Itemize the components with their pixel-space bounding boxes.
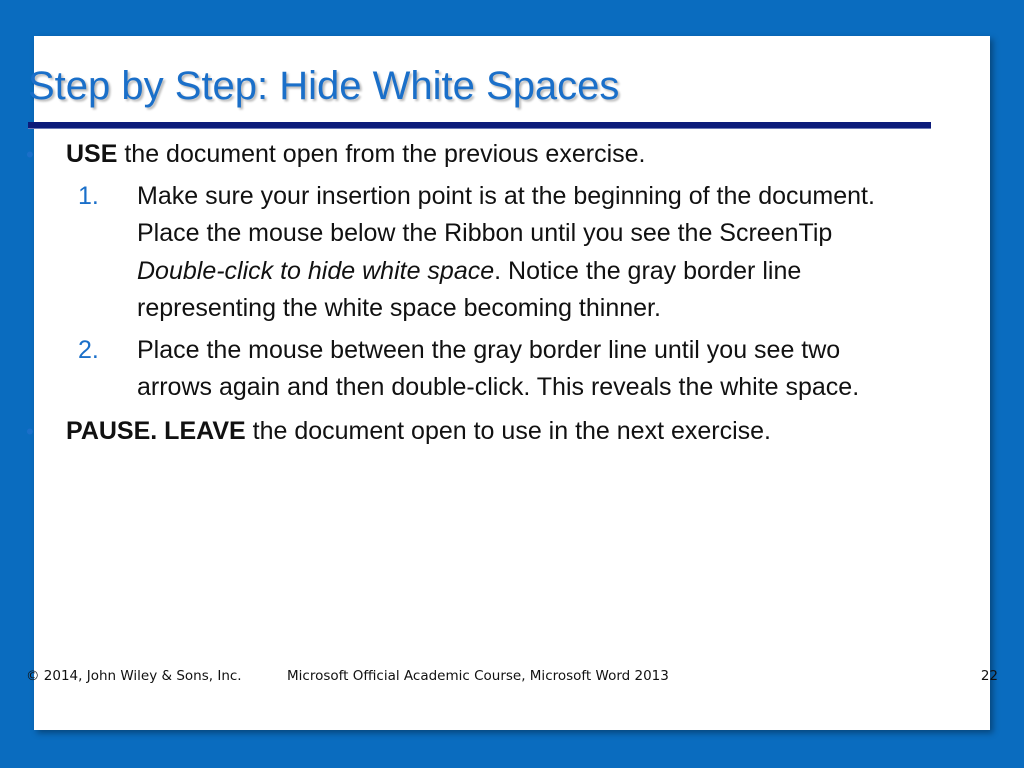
bullet-marker: • [26, 142, 34, 167]
bullet-keyword: USE [66, 140, 118, 168]
footer-course: Microsoft Official Academic Course, Microsoft Word 2013 [287, 668, 669, 684]
step-text: . Notice the gray border line representing the white space becoming thinner. [137, 256, 802, 322]
footer-copyright: © 2014, John Wiley & Sons, Inc. [26, 668, 242, 684]
step-item [26, 178, 930, 328]
bullet-item [26, 413, 930, 451]
title-underline [28, 122, 931, 129]
step-number: 1. [78, 181, 99, 210]
step-text: Place the mouse between the gray border line until you see two arrows again and then double-click. This reveals the white space. [137, 335, 860, 401]
bullet-text: the document open to use in the next exercise. [245, 416, 772, 445]
bullet-marker: • [26, 418, 34, 444]
bullet-text: the document open from the previous exercise. [117, 140, 646, 168]
step-screentip-text: Double-click to hide white space [137, 256, 495, 285]
step-number: 2. [78, 335, 99, 364]
step-text: Make sure your insertion point is at the beginning of the document. Place the mouse below the Ribbon until you see the ScreenTip [137, 181, 875, 247]
step-item [26, 332, 930, 407]
bullet-item [26, 136, 930, 174]
slide-number: 22 [980, 668, 998, 684]
bullet-keyword: PAUSE. LEAVE [66, 416, 246, 445]
slide-title: Step by Step: Hide White Spaces [28, 64, 620, 108]
slide-content [26, 136, 930, 450]
